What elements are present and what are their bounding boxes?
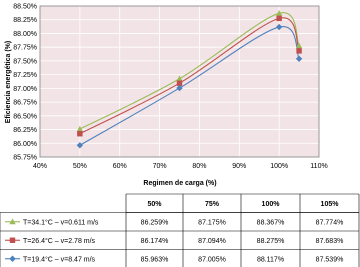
y-tick-label: 86.50% [13,113,37,121]
y-tick-label: 86.25% [13,127,37,135]
legend-marker [9,256,15,262]
y-tick-label: 86.00% [13,140,37,148]
x-axis-label: Regimen de carga (%) [143,180,217,187]
data-point [296,48,301,53]
y-axis-label: Eficiencia energética (%) [5,40,12,124]
data-point [276,16,281,21]
data-table [0,194,359,267]
x-tick-label: 100% [270,163,289,170]
y-tick-label: 88.50% [13,3,37,11]
y-tick-label: 88.25% [13,17,37,25]
table-header: 100% [261,200,280,208]
table-header: 105% [320,200,339,208]
y-tick-label: 86.75% [13,99,37,107]
y-axis-ticks [13,4,37,162]
x-tick-label: 90% [232,163,247,170]
data-point [77,131,82,136]
table-cell: 86.259% [140,219,169,227]
y-tick-label: 85.75% [13,154,37,162]
table-cell: 85.963% [140,256,169,264]
legend-label: T=19.4°C – v=8.47 m/s [23,256,96,264]
x-axis-ticks [33,163,328,170]
legend-marker [10,238,15,243]
table-cell: 88.117% [256,256,285,264]
table-header: 75% [204,200,220,208]
table-cell: 87.094% [198,237,226,245]
table-cell: 87.175% [198,219,226,227]
y-tick-label: 88.00% [13,30,37,38]
x-tick-label: 110% [310,163,328,170]
table-cell: 86.174% [140,237,169,245]
x-tick-label: 40% [32,163,48,170]
legend-label: T=26.4°C – v=2.78 m/s [23,237,96,245]
x-tick-label: 70% [152,163,167,170]
table-header: 50% [147,200,162,208]
table-cell: 88.367% [256,219,285,227]
y-tick-label: 87.50% [13,58,37,66]
y-tick-label: 87.75% [13,44,37,52]
table-cell: 87.539% [315,256,344,264]
x-tick-label: 80% [192,163,207,170]
table-cell: 88.275% [256,237,285,245]
y-tick-label: 87.25% [13,72,37,80]
legend-label: T=34.1°C – v=0.611 m/s [23,219,99,227]
y-tick-label: 87.00% [13,85,37,93]
table-cell: 87.774% [315,219,344,227]
x-tick-label: 50% [72,163,87,170]
table-cell: 87.683% [315,237,344,245]
x-tick-label: 60% [112,163,127,170]
table-cell: 87.005% [198,256,226,264]
